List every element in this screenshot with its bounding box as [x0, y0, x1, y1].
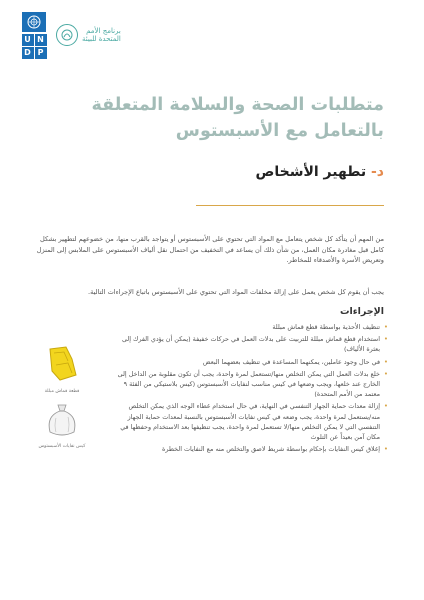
- unep-logo: [56, 24, 121, 46]
- page-title: متطلبات الصحة والسلامة المتعلقة بالتعامل مع الأسبستوس: [91, 95, 384, 141]
- section-heading-text: تطهير الأشخاص: [255, 164, 371, 180]
- list-item: [116, 357, 388, 367]
- section-heading: [84, 164, 384, 180]
- bullet-icon: •: [383, 357, 388, 366]
- undp-letter: N: [35, 34, 47, 46]
- title-divider: [196, 205, 384, 206]
- section-letter: د-: [371, 164, 384, 180]
- unep-globe-icon: [56, 24, 78, 46]
- wet-cloth-caption: قطعة قماش مبللة: [44, 389, 80, 394]
- undp-letter: D: [22, 47, 34, 59]
- waste-bag-icon: [42, 402, 82, 442]
- procedures-list: [116, 322, 388, 456]
- step-text: تنظيف الأحذية بواسطة قطع قماش مبللة: [272, 323, 380, 331]
- list-item: [116, 369, 388, 400]
- bullet-icon: •: [383, 369, 388, 378]
- asbestos-bag-illustration: [32, 402, 92, 449]
- undp-letter: U: [22, 34, 34, 46]
- procedures-heading: الإجراءات: [339, 306, 384, 317]
- list-item: [116, 322, 388, 332]
- undp-logo: [22, 12, 46, 59]
- step-text: استخدام قطع قماش مبللة للتربيت على بدلات العمل في حركات خفيفة (يمكن أن يؤدي الفرك إلى بعثرة الألياف): [121, 335, 380, 354]
- step-text: إزالة معدات حماية الجهاز التنفسي في النهاية، في حال استخدام غطاء الوجه الذي يمكن التخلص منه/يستعمل لمرة واحدة، يجب وضعه في كيس نفايات الأسبستوس بالنسبة لمعدات حماية الجهاز التنفسي التي لا يمكن التخلص منها/لا تستعمل لمرة واحدة، يجب تنظيفها بعد الاستخدام وحفظها في مكان آمن بعيداً عن التلوث: [120, 402, 380, 442]
- list-item: [116, 401, 388, 442]
- intro-paragraph: من المهم أن يتأكد كل شخص يتعامل مع المواد التي تحتوي على الأسبستوس أو يتواجد بالقرب منها، من خضوعهم لتطهير بشكل كامل قبل مغادرة مكان العمل، من شأن ذلك أن يساعد في التخفيف من احتمال نقل ألياف الأسبستوس على الملابس إلى المنزل وتعريض الأسرة والأصدقاء للمخاطر.: [36, 235, 384, 265]
- undp-letter: P: [35, 47, 47, 59]
- un-emblem-icon: [22, 12, 46, 32]
- asbestos-bag-caption: كيس نفايات الأسبستوس: [38, 444, 86, 449]
- list-item: [116, 334, 388, 354]
- intro-paragraph-2: يجب أن يقوم كل شخص يعمل على إزالة مخلفات المواد التي تحتوي على الأسبستوس باتباع الإجراءات التالية.: [88, 288, 384, 296]
- step-text: في حال وجود عاملين، يمكنهما المساعدة في تنظيف بعضهما البعض: [202, 357, 380, 366]
- bullet-icon: •: [383, 402, 388, 411]
- wet-cloth-illustration: [32, 345, 92, 394]
- bullet-icon: •: [383, 323, 388, 331]
- bullet-icon: •: [383, 335, 388, 344]
- wet-cloth-icon: [42, 345, 82, 387]
- list-item: [116, 444, 388, 454]
- step-text: خلع بدلات العمل التي يمكن التخلص منها/تستعمل لمرة واحدة، يجب أن تكون مقلوبة من الداخل إلى الخارج عند خلعها، ويجب وضعها في كيس مناسب لنفايات الأسبستوس (كيس بلاستيكي من الفئة ٩ معتمد من الأمم المتحدة): [117, 369, 380, 399]
- unep-logo-text: برنامج الأمم المتحدة للبيئة: [82, 27, 121, 43]
- step-text: إغلاق كيس النفايات بإحكام بواسطة شريط لاصق والتخلص منه مع النفايات الخطرة: [162, 445, 380, 454]
- bullet-icon: •: [383, 445, 388, 454]
